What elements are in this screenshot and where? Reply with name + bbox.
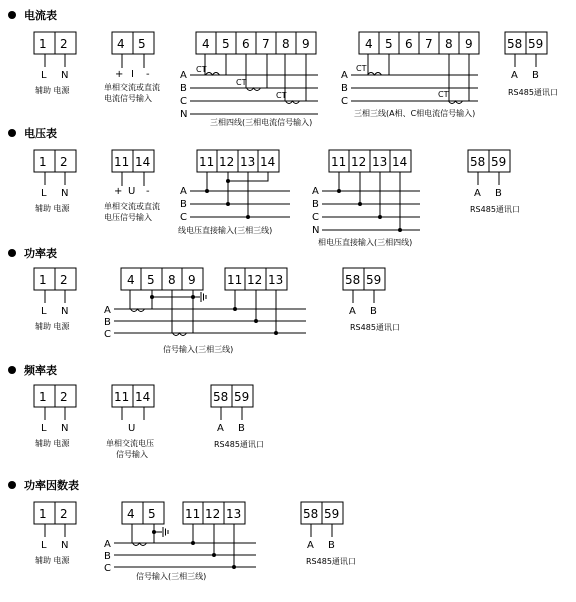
- terminal-label: 14: [135, 390, 151, 404]
- power-factor-signal-input-block: [104, 502, 256, 581]
- terminal-label: 59: [234, 390, 250, 404]
- terminal-label: 2: [60, 507, 68, 521]
- line-label: A: [180, 70, 187, 81]
- line-label: C: [312, 212, 319, 223]
- terminal-label: 11: [114, 390, 130, 404]
- rs485-block: [505, 32, 558, 97]
- caption: 辅助 电源: [35, 86, 70, 95]
- terminal-label: 2: [60, 273, 68, 287]
- terminal-label: 9: [302, 37, 310, 51]
- caption: 单相交流电压: [106, 439, 154, 448]
- wire-label: N: [61, 306, 69, 317]
- section-title: 频率表: [24, 364, 57, 377]
- terminal-label: 14: [392, 155, 408, 169]
- wire-label: N: [61, 188, 69, 199]
- caption: 电流信号输入: [104, 94, 152, 103]
- line-label: C: [104, 563, 111, 574]
- wire-label: L: [41, 423, 47, 434]
- caption: 辅助 电源: [35, 556, 70, 565]
- wire-label: B: [532, 70, 539, 81]
- three-phase-four-wire-current-block: [180, 32, 318, 127]
- terminal-label: 5: [385, 37, 393, 51]
- caption: 三相四线(三相电流信号输入): [210, 118, 313, 127]
- three-phase-three-wire-current-block: [341, 32, 479, 118]
- terminal-label: 2: [60, 390, 68, 404]
- caption: 辅助 电源: [35, 439, 70, 448]
- caption: 线电压直接输入(三相三线): [178, 226, 273, 235]
- polarity-sign: I: [131, 69, 134, 80]
- section-frequency-meter: [8, 363, 264, 459]
- caption: 辅助 电源: [35, 204, 70, 213]
- terminal-label: 5: [138, 37, 146, 51]
- single-phase-current-block: [104, 32, 160, 103]
- terminal-label: 11: [331, 155, 347, 169]
- section-voltage-meter: [8, 126, 520, 247]
- terminal-label: 5: [222, 37, 230, 51]
- terminal-label: 58: [470, 155, 486, 169]
- line-label: A: [180, 186, 187, 197]
- line-label: B: [104, 317, 111, 328]
- terminal-label: 1: [39, 273, 47, 287]
- section-title: 电压表: [24, 127, 57, 140]
- terminal-label: 4: [117, 37, 125, 51]
- line-label: B: [180, 83, 187, 94]
- terminal-label: 1: [39, 390, 47, 404]
- ct-label: CT: [196, 65, 207, 74]
- section-bullet: [8, 249, 16, 257]
- line-label: N: [312, 225, 320, 236]
- caption: RS485通讯口: [350, 323, 400, 332]
- rs485-block: [301, 502, 356, 566]
- aux-power-block: [34, 150, 76, 213]
- rs485-block: [468, 150, 520, 214]
- caption: 信号输入(三相三线): [136, 572, 207, 581]
- terminal-label: 12: [205, 507, 221, 521]
- terminal-label: 59: [528, 37, 544, 51]
- caption: 信号输入: [116, 450, 148, 459]
- terminal-label: 4: [202, 37, 210, 51]
- terminal-label: 4: [365, 37, 373, 51]
- section-title: 功率因数表: [24, 479, 79, 492]
- line-label: C: [341, 96, 348, 107]
- line-label: C: [180, 212, 187, 223]
- ct-label: CT: [236, 78, 247, 87]
- caption: RS485通讯口: [306, 557, 356, 566]
- terminal-label: 9: [465, 37, 473, 51]
- terminal-label: 13: [226, 507, 242, 521]
- terminal-label: 12: [351, 155, 367, 169]
- polarity-sign: +: [115, 69, 124, 80]
- terminal-label: 13: [240, 155, 256, 169]
- wire-label: A: [474, 188, 481, 199]
- wire-label: B: [238, 423, 245, 434]
- terminal-label: 8: [168, 273, 176, 287]
- terminal-label: 58: [303, 507, 319, 521]
- terminal-label: 58: [507, 37, 523, 51]
- terminal-label: 12: [247, 273, 263, 287]
- section-bullet: [8, 129, 16, 137]
- terminal-label: 8: [445, 37, 453, 51]
- single-phase-voltage-block: [104, 150, 160, 222]
- line-label: C: [104, 329, 111, 340]
- line-label: B: [312, 199, 319, 210]
- line-label: B: [104, 551, 111, 562]
- caption: 单相交流或直流: [104, 83, 160, 92]
- wire-label: L: [41, 306, 47, 317]
- wire-label: N: [61, 540, 69, 551]
- terminal-label: 9: [188, 273, 196, 287]
- terminal-label: 2: [60, 155, 68, 169]
- aux-power-block: [34, 32, 76, 95]
- wire-label: A: [349, 306, 356, 317]
- caption: 信号输入(三相三线): [163, 345, 234, 354]
- wire-label: N: [61, 70, 69, 81]
- wire-label: L: [41, 70, 47, 81]
- section-title: 功率表: [24, 247, 57, 260]
- line-label: A: [312, 186, 319, 197]
- caption: 电压信号输入: [104, 213, 152, 222]
- three-phase-four-wire-voltage-block: [312, 150, 420, 247]
- terminal-label: 5: [148, 507, 156, 521]
- aux-power-block: [34, 268, 76, 331]
- line-label: B: [180, 199, 187, 210]
- wire-label: L: [41, 540, 47, 551]
- terminal-label: 14: [260, 155, 276, 169]
- terminal-label: 11: [199, 155, 215, 169]
- terminal-label: 58: [345, 273, 361, 287]
- terminal-label: 8: [282, 37, 290, 51]
- caption: 相电压直接输入(三相四线): [318, 238, 413, 247]
- polarity-sign: U: [128, 186, 136, 197]
- terminal-label: 7: [425, 37, 433, 51]
- terminal-label: 13: [372, 155, 388, 169]
- wire-label: A: [511, 70, 518, 81]
- wire-label: B: [370, 306, 377, 317]
- terminal-label: 4: [127, 273, 135, 287]
- terminal-label: 11: [227, 273, 243, 287]
- terminal-label: 1: [39, 37, 47, 51]
- line-label: C: [180, 96, 187, 107]
- three-phase-three-wire-voltage-block: [178, 150, 290, 235]
- caption: 单相交流或直流: [104, 202, 160, 211]
- caption: 三相三线(A相、C相电流信号输入): [354, 109, 476, 118]
- line-label: A: [341, 70, 348, 81]
- terminal-label: 58: [213, 390, 229, 404]
- terminal-label: 4: [127, 507, 135, 521]
- rs485-block: [343, 268, 400, 332]
- wire-label: A: [217, 423, 224, 434]
- single-phase-voltage-block: [106, 385, 154, 459]
- section-current-meter: [8, 8, 558, 127]
- terminal-label: 13: [268, 273, 284, 287]
- terminal-label: 6: [405, 37, 413, 51]
- section-title: 电流表: [24, 9, 57, 22]
- aux-power-block: [34, 385, 76, 448]
- ct-label: CT: [438, 90, 449, 99]
- wire-label: B: [328, 540, 335, 551]
- wire-label: B: [495, 188, 502, 199]
- line-label: B: [341, 83, 348, 94]
- terminal-label: 1: [39, 155, 47, 169]
- terminal-label: 59: [491, 155, 507, 169]
- terminal-label: 11: [114, 155, 130, 169]
- terminal-label: 59: [324, 507, 340, 521]
- wire-label: A: [307, 540, 314, 551]
- line-label: N: [180, 109, 188, 120]
- ct-label: CT: [276, 91, 287, 100]
- section-power-meter: [8, 246, 400, 354]
- terminal-label: 2: [60, 37, 68, 51]
- polarity-sign: -: [146, 186, 150, 197]
- rs485-block: [211, 385, 264, 449]
- section-power-factor-meter: [8, 478, 356, 581]
- terminal-label: 5: [147, 273, 155, 287]
- terminal-label: 1: [39, 507, 47, 521]
- section-bullet: [8, 366, 16, 374]
- caption: RS485通讯口: [214, 440, 264, 449]
- terminal-label: 12: [219, 155, 235, 169]
- line-label: A: [104, 539, 111, 550]
- terminal-label: 59: [366, 273, 382, 287]
- ct-label: CT: [356, 64, 367, 73]
- section-bullet: [8, 481, 16, 489]
- caption: RS485通讯口: [470, 205, 520, 214]
- caption: RS485通讯口: [508, 88, 558, 97]
- section-bullet: [8, 11, 16, 19]
- terminal-label: 11: [185, 507, 201, 521]
- terminal-label: 6: [242, 37, 250, 51]
- terminal-label: 7: [262, 37, 270, 51]
- aux-power-block: [34, 502, 76, 565]
- wire-label: L: [41, 188, 47, 199]
- power-signal-input-block: [104, 268, 306, 354]
- polarity-sign: +: [114, 186, 123, 197]
- terminal-label: 14: [135, 155, 151, 169]
- caption: 辅助 电源: [35, 322, 70, 331]
- wire-label: N: [61, 423, 69, 434]
- polarity-sign: -: [146, 69, 150, 80]
- polarity-sign: U: [128, 423, 136, 434]
- line-label: A: [104, 305, 111, 316]
